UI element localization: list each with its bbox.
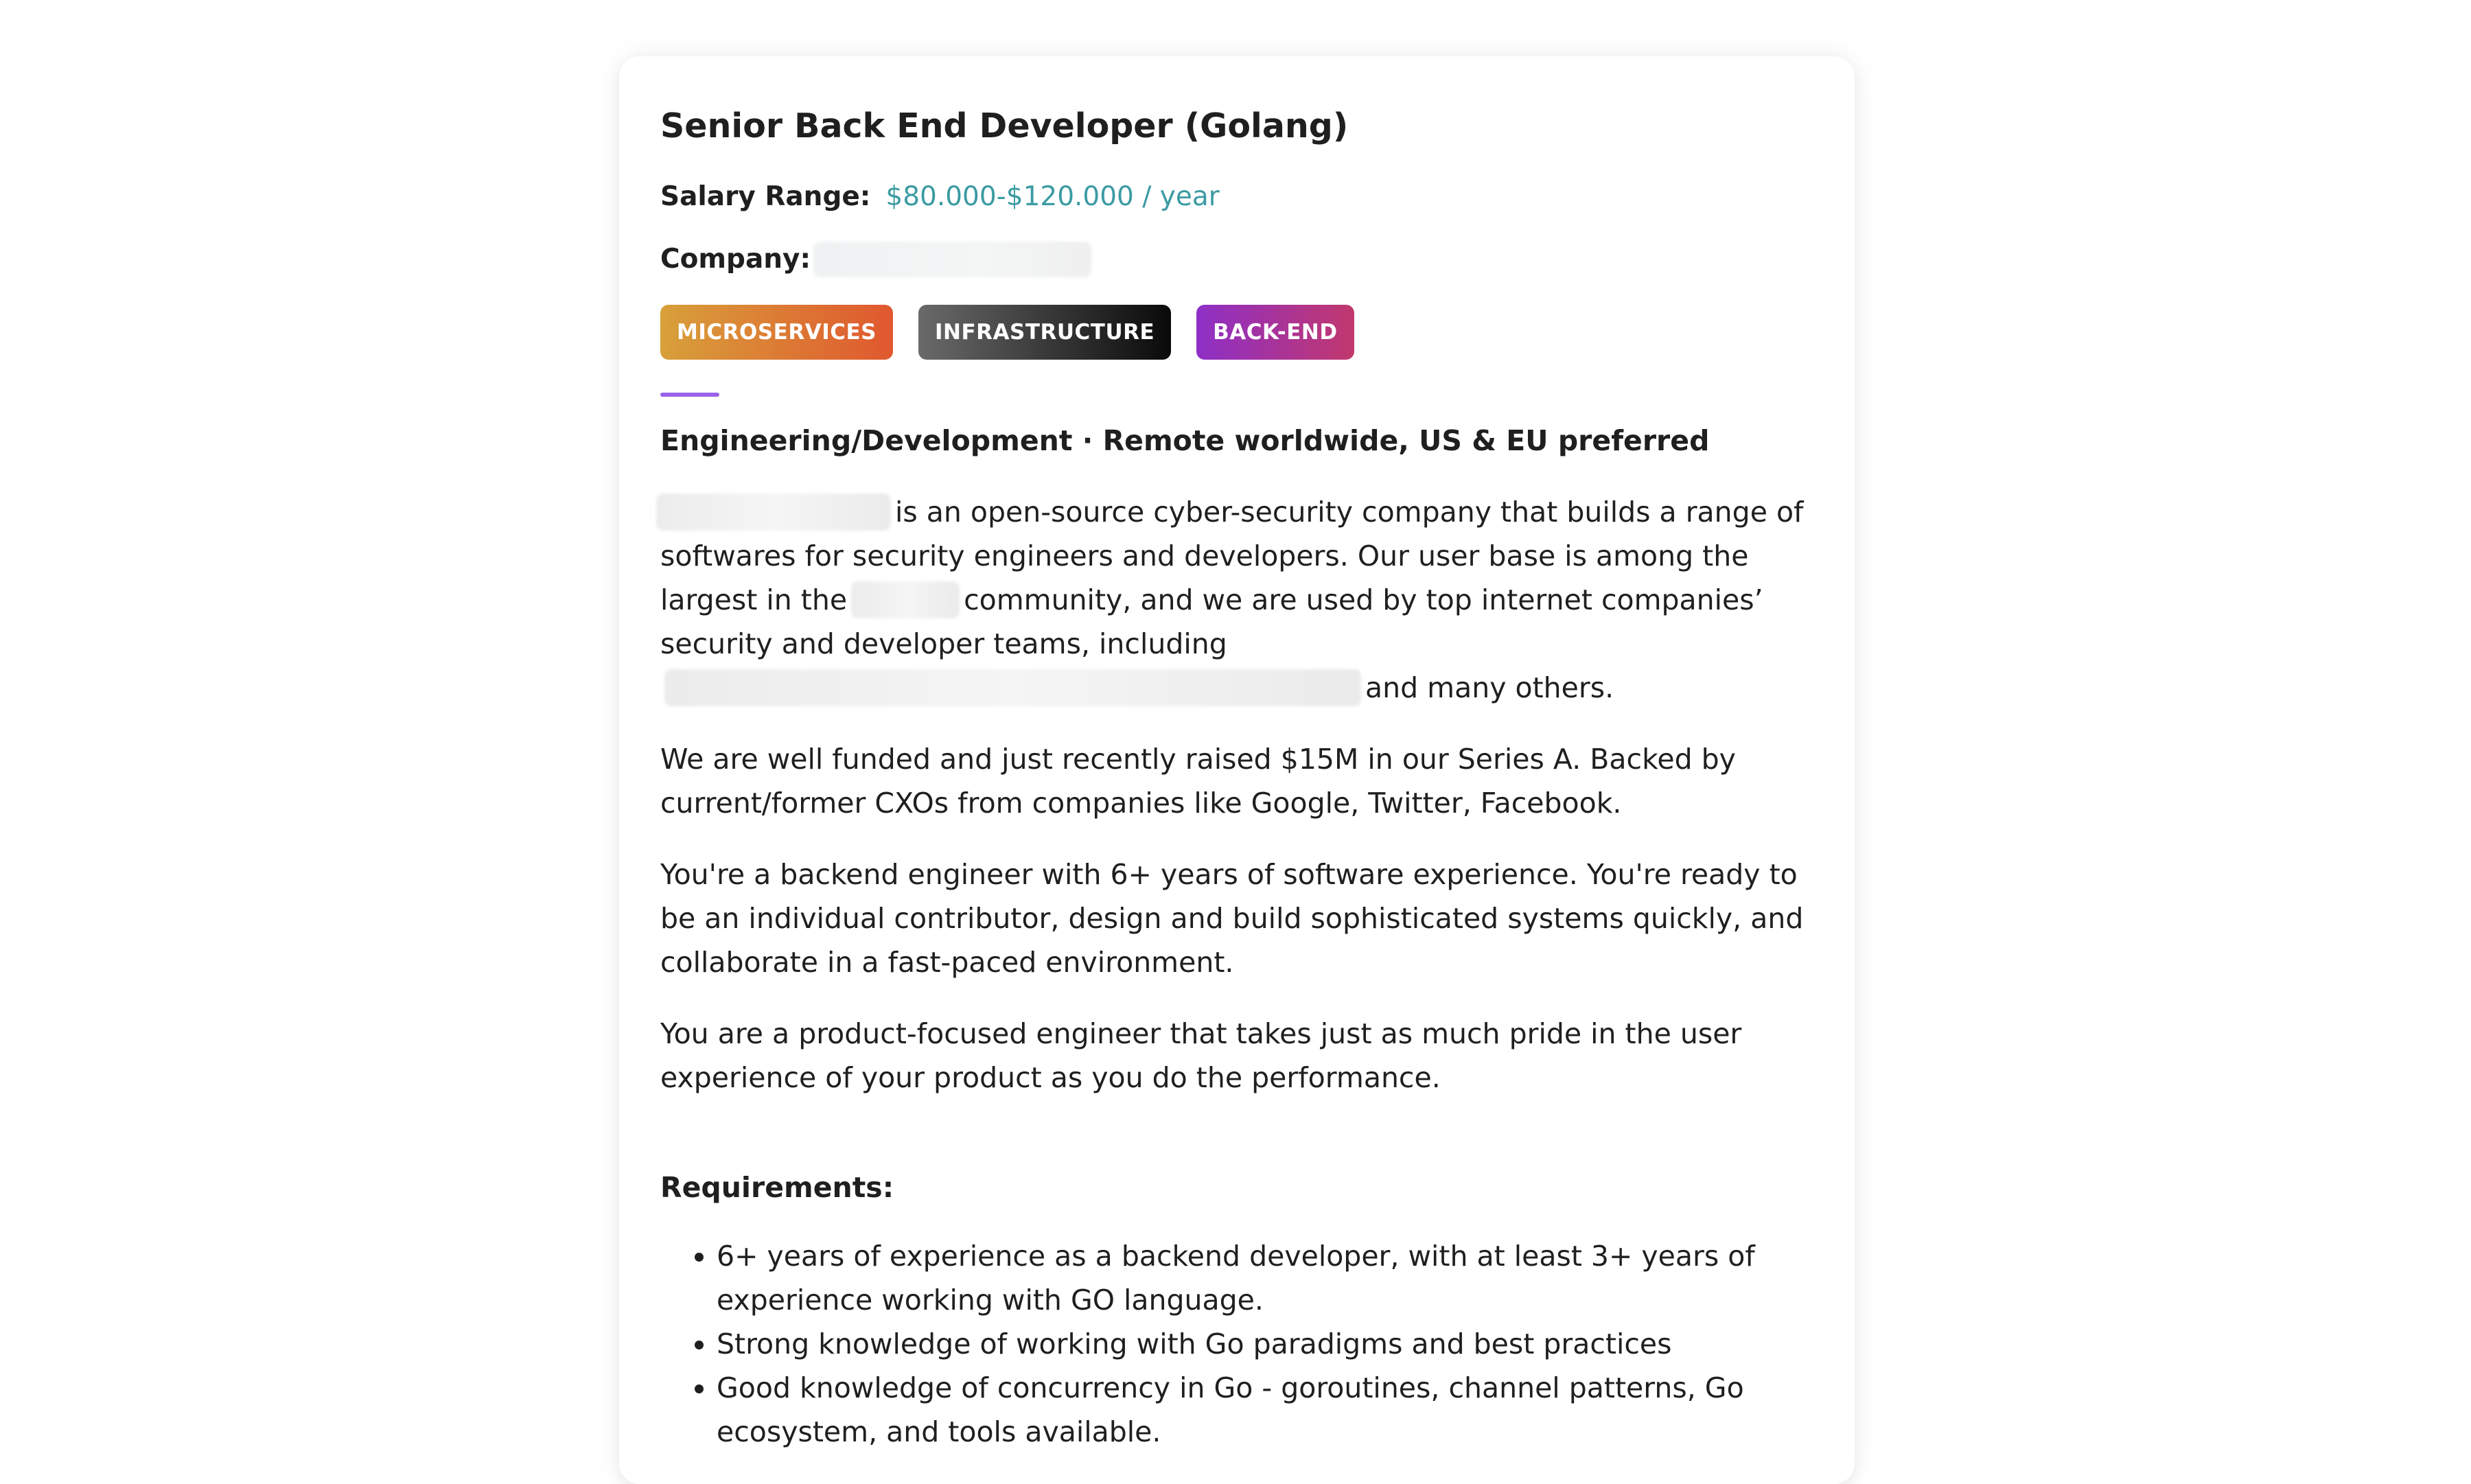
company-name-redacted xyxy=(656,494,891,531)
description-paragraph-2: We are well funded and just recently raised $15M in our Series A. Backed by current/former CXOs from companies like Google, Twitter, Facebook. xyxy=(660,743,1736,820)
description-paragraph-1 xyxy=(660,490,1831,710)
tag-microservices[interactable]: MICROSERVICES xyxy=(660,305,893,360)
client-list-redacted xyxy=(664,669,1361,706)
description-p1-part-a: is an open-source cyber-security company that builds a range of softwares for security engineers and developers. Our user base is among the largest in the xyxy=(660,496,1804,616)
description-paragraph-3: You're a backend engineer with 6+ years of software experience. You're ready to be an individual contributor, design and build sophisticated systems quickly, and collaborate in a fast-paced environment. xyxy=(660,858,1804,979)
salary-label: Salary Range: xyxy=(660,181,871,212)
company-label: Company: xyxy=(660,244,811,275)
requirement-item: • 6+ years of experience as a backend developer, with at least 3+ years of experience working with GO language. xyxy=(717,1234,1787,1322)
job-card xyxy=(619,56,1855,1484)
description-p1-part-c: and many others. xyxy=(1365,671,1614,704)
salary-row xyxy=(660,180,1827,214)
description-p1-part-b: community, and we are used by top internet companies’ security and developer teams, including xyxy=(660,583,1763,660)
job-title: Senior Back End Developer (Golang) xyxy=(660,106,1349,146)
job-card-content xyxy=(660,106,1827,1454)
tag-back-end[interactable]: BACK-END xyxy=(1196,305,1354,360)
requirement-item: • Good knowledge of concurrency in Go - goroutines, channel patterns, Go ecosystem, and tools available. xyxy=(717,1366,1787,1454)
requirement-item: • Strong knowledge of working with Go paradigms and best practices xyxy=(717,1322,1787,1366)
description-paragraph-4: You are a product-focused engineer that takes just as much pride in the user experience of your product as you do the performance. xyxy=(660,1017,1742,1094)
accent-divider xyxy=(660,393,719,397)
salary-value: $80.000-$120.000 / year xyxy=(885,181,1220,212)
tag-infrastructure[interactable]: INFRASTRUCTURE xyxy=(918,305,1171,360)
category-location: Engineering/Development · Remote worldwide, US & EU preferred xyxy=(660,424,1710,457)
community-name-redacted xyxy=(851,581,960,618)
requirements-list xyxy=(660,1234,1787,1454)
tag-list xyxy=(660,305,1827,360)
company-name-redacted xyxy=(813,242,1091,277)
company-row xyxy=(660,242,1827,277)
requirements-heading: Requirements: xyxy=(660,1171,894,1204)
